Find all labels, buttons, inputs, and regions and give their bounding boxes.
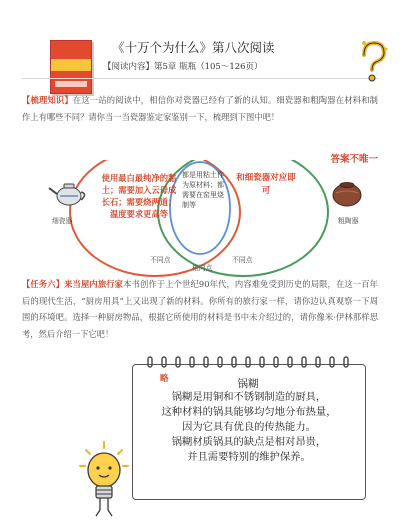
card-mark: 略 — [160, 374, 169, 384]
section-knowledge — [22, 92, 378, 125]
reading-content: 【阅读内容】第5章 瓶瓶（105～126页） — [103, 62, 263, 72]
right-item-label: 粗陶器 — [338, 217, 359, 225]
venn-right-bottom: 不同点 — [232, 256, 253, 264]
card-line: 锅糊材质锅具的缺点是相对昂贵， — [171, 436, 327, 448]
venn-right-text: 和细瓷器对应即可 — [236, 173, 296, 196]
venn-left-bottom: 不同点 — [150, 256, 171, 264]
venn-middle-bottom: 相同点 — [192, 264, 213, 272]
page-title: 《十万个为什么》第八次阅读 — [112, 40, 275, 55]
question-mark-icon — [356, 35, 390, 85]
card-title: 锅糊 — [237, 378, 259, 390]
lightbulb-icon — [78, 440, 130, 518]
card-line: 这种材料的锅具能够均匀地分布热量， — [161, 406, 337, 418]
card-line: 因为它具有优良的传热能力。 — [182, 421, 316, 433]
venn-left-text: 使用最白最纯净的黏土；需要加入云母成长石；需要烧两道；温度要求更高等 — [101, 173, 177, 219]
section-task — [22, 276, 378, 342]
left-item-label: 细瓷器 — [52, 217, 73, 225]
card-line: 并且需要特别的维护保养。 — [187, 451, 311, 463]
section-text: 在这一站的阅读中，相信你对瓷器已经有了新的认知。细瓷器和粗陶器在材料和制作上有哪些不同？请你当一当瓷器鉴定家鉴别一下，梳理到下图中吧！ — [22, 95, 378, 122]
venn-middle-text: 都是用粘土作为原材料；都需要在窑里烧制等 — [182, 171, 224, 209]
task-text: 本书创作于上个世纪90年代，内容难免受到历史的局限，在这一百年后的现代生活，“厨房用具”上又出现了新的材料。你所有的旅行家一样，请你边认真观察一下周围的环境吧。选择一种厨房物品，根据它所使用的材料是书中未介绍过的，请你像米·伊林那样思考，然后介绍一下它吧！ — [22, 279, 378, 339]
book-cover-icon — [50, 40, 92, 94]
note-answer-not-unique: 答案不唯一 — [330, 154, 378, 165]
card-body — [138, 390, 360, 465]
section-tag: 【梳理知识】 — [22, 95, 73, 105]
task-tag: 【任务六】 — [22, 279, 65, 289]
task-title: 来当屋内旅行家 — [64, 279, 124, 289]
binder-rings-icon — [142, 356, 362, 368]
teapot-icon — [49, 184, 85, 205]
clay-pot-icon — [333, 183, 361, 207]
header-divider — [22, 78, 378, 79]
card-line: 锅糊是用铜和不锈钢制造的厨具， — [171, 391, 327, 403]
